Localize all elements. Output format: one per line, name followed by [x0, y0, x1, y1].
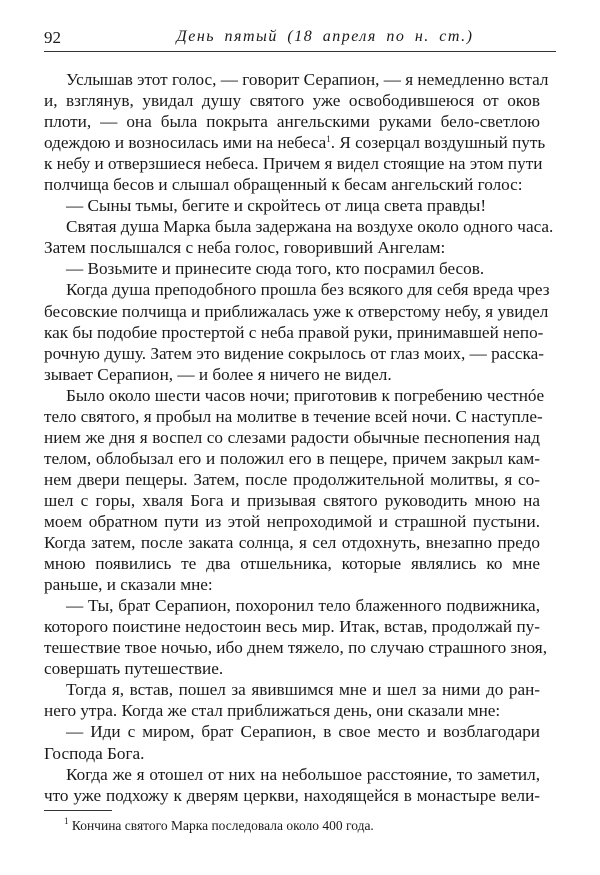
paragraph: [44, 258, 540, 279]
text-line: Было около шести часов ночи; приготовив к погребению честнóе: [66, 385, 545, 405]
text-line: Когда душа преподобного прошла без всякого для себя вреда чрез: [66, 280, 550, 300]
paragraph: [44, 721, 540, 763]
text-line: Затем послышался с неба голос, говоривший Ангелам:: [44, 238, 446, 258]
text-line: рочную душу. Затем это видение сокрылось от глаз моих, — расска-: [44, 343, 545, 363]
text-line: совершать путешествие.: [44, 659, 224, 679]
running-header: [44, 28, 556, 50]
text-line: что уже подхожу к дверям церкви, находящейся в монастыре вели-: [44, 785, 540, 805]
text-line: тешествие твое ночью, ибо днем тяжело, по случаю страшного зноя,: [44, 638, 547, 658]
text-line: — Сыны тьмы, бегите и скройтесь от лица света правды!: [66, 196, 487, 216]
body-text: [44, 69, 554, 806]
text-line: — Возьмите и принесите сюда того, кто посрамил бесов.: [66, 259, 485, 279]
paragraph: [44, 195, 540, 216]
text-line: к небу и отверзшиеся небеса. Причем я видел стоящие на этом пути: [44, 154, 543, 174]
paragraph: [44, 216, 554, 258]
text-line: него утра. Когда же стал приближаться день, они сказали мне:: [44, 701, 501, 721]
text-line: раньше, и сказали мне:: [44, 575, 213, 595]
text-line: плоти, — она была покрыта ангельскими руками бело-светлою: [44, 112, 540, 132]
text-line: которого поистине недостоин весь мир. Итак, встав, продолжай пу-: [44, 617, 540, 637]
page-number: 92: [44, 28, 61, 47]
text-line: нем двери пещеры. Затем, после продолжительной молитвы, я со-: [44, 469, 540, 489]
text-line: зывает Серапион, — и более я ничего не видел.: [44, 364, 392, 384]
footnote-rule: [44, 810, 112, 811]
footnote-ref: 1: [326, 134, 331, 145]
text-line: — Иди с миром, брат Серапион, в свое место и возблагодари: [66, 722, 540, 742]
paragraph: [44, 679, 540, 721]
text-line: Когда же я отошел от них на небольшое расстояние, то заметил,: [66, 764, 540, 784]
footnote-text: Кончина святого Марка последовала около 400 года.: [71, 818, 374, 833]
footnote-marker: 1: [64, 816, 69, 826]
text-line: телом, облобызал его и положил его в пещере, причем закрыл кам-: [44, 448, 540, 468]
footnote: [64, 818, 374, 834]
text-line: тело святого, я пробыл на молитве в течение всей ночи. С наступле-: [44, 406, 543, 426]
text-line: мною появились те два отшельника, которые являлись ко мне: [44, 554, 540, 574]
paragraph: [44, 385, 545, 595]
text-line: моем обратном пути из этой непроходимой и страшной пустыни.: [44, 511, 540, 531]
paragraph: [44, 69, 549, 195]
paragraph: [44, 279, 550, 384]
text-line: Господа Бога.: [44, 743, 145, 763]
text-line: как бы подобие простертой с неба правой руки, принимавшей непо-: [44, 322, 544, 342]
text-line: бесовские полчища и приближалась уже к отверстому небу, я увидел: [44, 301, 549, 321]
text-line: Когда затем, после заката солнца, я сел отдохнуть, внезапно предо: [44, 533, 540, 553]
header-rule: [44, 51, 556, 52]
text-line: Тогда я, встав, пошел за явившимся мне и шел за ними до ран-: [66, 680, 540, 700]
running-title: День пятый (18 апреля по н. ст.): [176, 28, 474, 45]
paragraph: [44, 595, 547, 679]
paragraph: [44, 764, 540, 806]
text-line: шел с горы, хваля Бога и призывая святого руководить мною на: [44, 490, 540, 510]
text-line: и, взглянув, увидал душу святого уже освободившеюся от оков: [44, 91, 540, 111]
text-line: одеждою и возносилась ими на небеса$^1$. Я созерцал воздушный путь: [44, 133, 546, 153]
text-line: Святая душа Марка была задержана на воздухе около одного часа.: [66, 217, 554, 237]
text-line: полчища бесов и слышал обращенный к бесам ангельский голос:: [44, 175, 523, 195]
text-line: Услышав этот голос, — говорит Серапион, — я немедленно встал: [66, 70, 549, 89]
text-line: — Ты, брат Серапион, похоронил тело блаженного подвижника,: [66, 596, 540, 616]
text-line: нием же дня я воспел со слезами радости обычные песнопения над: [44, 427, 540, 447]
